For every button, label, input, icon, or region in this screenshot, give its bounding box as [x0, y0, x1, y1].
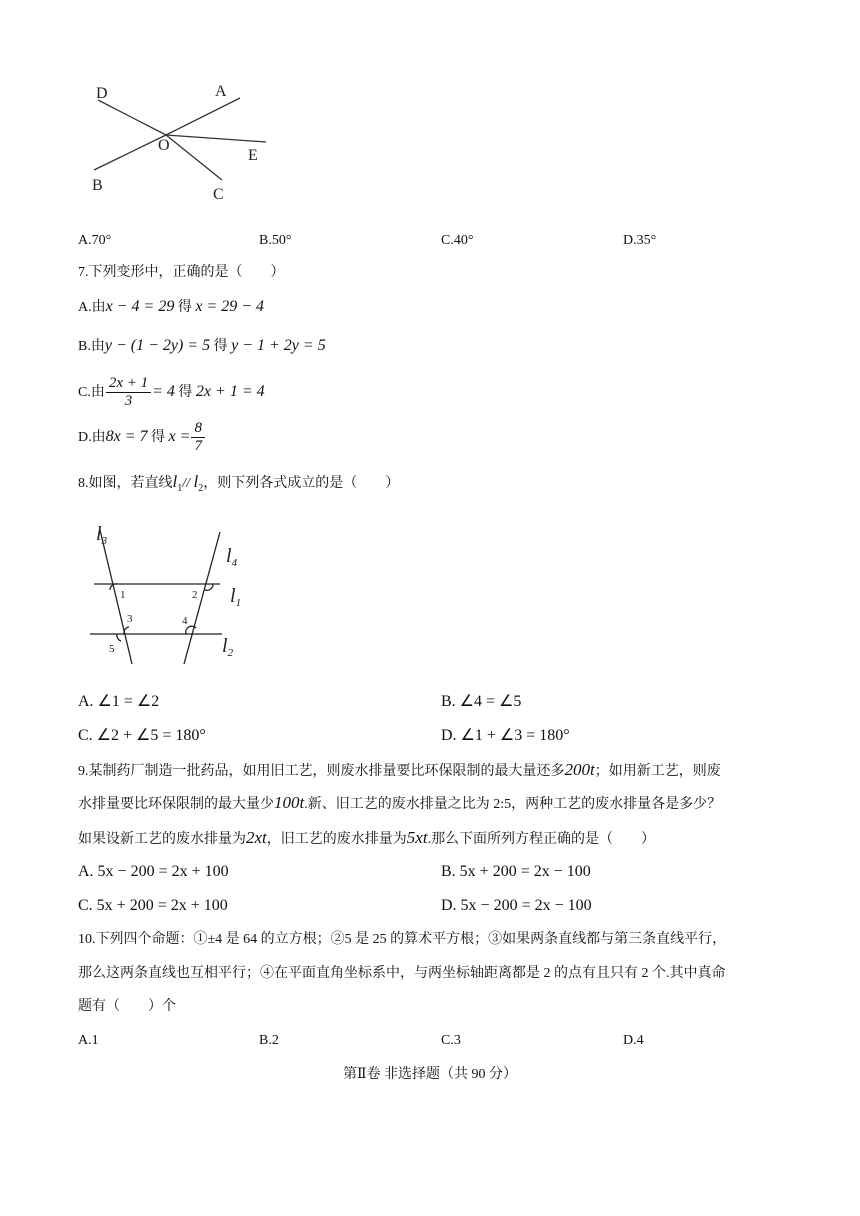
q9-option-b: B. 5x + 200 = 2x − 100	[441, 863, 591, 880]
label-l1: $l_1$	[230, 585, 242, 609]
q10-stem-line2: 那么这两条直线也互相平行；④在平面直角坐标系中，与两坐标轴距离都是 2 的点有且只有 2 个.其中真命	[78, 966, 726, 981]
angle-figure	[80, 78, 280, 208]
label-B: B	[92, 177, 103, 194]
q9-stem-line1: 9.某制药厂制造一批药品，如用旧工艺，则废水排量要比环保限制的最大量还多200t；如用新工艺，则废	[78, 760, 721, 779]
angle-label-3: 3	[127, 613, 133, 625]
fraction: $\frac{2x + 1}{3}$	[106, 375, 151, 410]
q9-stem-line2: 水排量要比环保限制的最大量少100t.新、旧工艺的废水排量之比为 2:5，两种工艺的废水排量各是多少？	[78, 793, 722, 812]
q10-stem-line1: 10.下列四个命题：①±4 是 64 的立方根；②5 是 25 的算术平方根；③如果两条直线都与第三条直线平行，	[78, 932, 727, 947]
label-E: E	[248, 147, 258, 164]
q8-option-d: D. ∠1 + ∠3 = 180°	[441, 727, 570, 744]
q9-stem-line3: 如果设新工艺的废水排量为2xt，旧工艺的废水排量为5xt.那么下面所列方程正确的是（ ）	[78, 828, 656, 847]
q9-option-c: C. 5x + 200 = 2x + 100	[78, 897, 228, 914]
q10-option-a: A.1	[78, 1033, 99, 1048]
q6-option-a: A.70°	[78, 233, 112, 248]
angle-label-5: 5	[109, 643, 115, 655]
q9-option-d: D. 5x − 200 = 2x − 100	[441, 897, 592, 914]
label-D: D	[96, 85, 108, 102]
q6-option-c: C.40°	[441, 233, 474, 248]
q8-stem: 8.如图，若直线$l_1//$ $l_2$，则下列各式成立的是（ ）	[78, 472, 400, 494]
q7-stem: 7.下列变形中，正确的是（ ）	[78, 265, 285, 280]
q6-option-b: B.50°	[259, 233, 292, 248]
label-l3: $l_3$	[96, 523, 108, 547]
q10-option-d: D.4	[623, 1033, 644, 1048]
label-O: O	[158, 137, 170, 154]
label-l2: $l_2$	[222, 635, 234, 659]
label-C: C	[213, 186, 224, 203]
q10-option-b: B.2	[259, 1033, 279, 1048]
q10-option-c: C.3	[441, 1033, 461, 1048]
angle-label-2: 2	[192, 589, 198, 601]
q7-option-d: D.由8x = 7 得 x = $\frac{8}{7}$	[78, 417, 206, 457]
q8-option-a: A. ∠1 = ∠2	[78, 693, 160, 710]
section-title: 第Ⅱ卷 非选择题（共 90 分）	[342, 1067, 517, 1082]
q6-option-d: D.35°	[623, 233, 657, 248]
label-l4: $l_4$	[226, 545, 238, 569]
angle-label-1: 1	[120, 589, 126, 601]
q8-option-c: C. ∠2 + ∠5 = 180°	[78, 727, 206, 744]
q10-stem-line3: 题有（ ）个	[78, 999, 176, 1014]
q9-option-a: A. 5x − 200 = 2x + 100	[78, 863, 229, 880]
label-A: A	[215, 83, 227, 100]
q7-option-a: A.由x − 4 = 29 得 x = 29 − 4	[78, 298, 265, 315]
parallel-lines-figure	[80, 518, 260, 668]
fraction: $\frac{8}{7}$	[191, 420, 205, 455]
q8-option-b: B. ∠4 = ∠5	[441, 693, 522, 710]
angle-label-4: 4	[182, 615, 188, 627]
q7-option-b: B.由y − (1 − 2y) = 5 得 y − 1 + 2y = 5	[78, 337, 326, 354]
q7-option-c: C.由 $\frac{2x + 1}{3}$ = 4 得 2x + 1 = 4	[78, 375, 265, 410]
